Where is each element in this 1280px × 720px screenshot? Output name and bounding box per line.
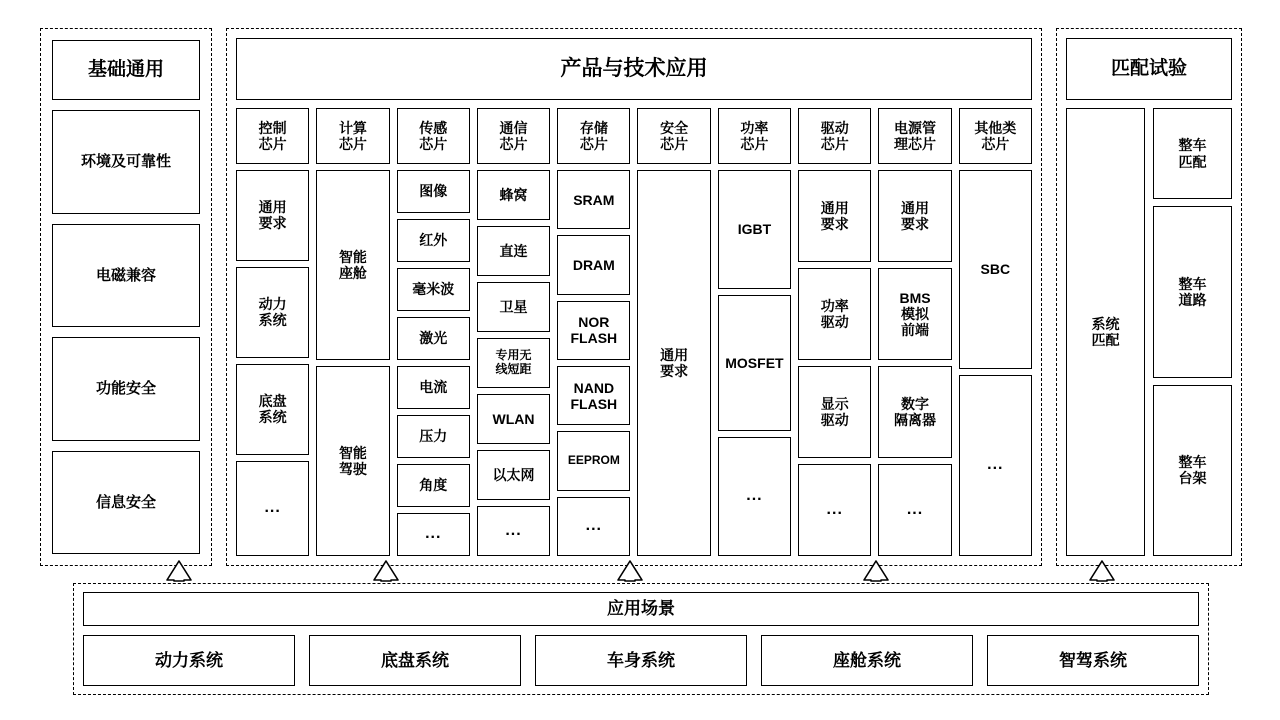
chip-item[interactable]: 通用 要求 — [798, 170, 871, 262]
arrow-up-icon — [166, 560, 192, 582]
column-head-sensor[interactable]: 传感 芯片 — [397, 108, 470, 164]
column-body-control — [236, 170, 309, 556]
column-body-memory — [557, 170, 630, 556]
chip-item[interactable]: NOR FLASH — [557, 301, 630, 360]
chip-item[interactable]: NAND FLASH — [557, 366, 630, 425]
column-head-pmic[interactable]: 电源管 理芯片 — [878, 108, 951, 164]
chip-item[interactable]: MOSFET — [718, 295, 791, 431]
chip-item[interactable]: 底盘 系统 — [236, 364, 309, 455]
arrow-up-icon — [1089, 560, 1115, 582]
chip-item-more[interactable]: ... — [798, 464, 871, 556]
top-region — [30, 24, 1252, 570]
arrow-up-icon — [863, 560, 889, 582]
match-column-vehicle — [1153, 108, 1232, 556]
scene-item-chassis[interactable]: 底盘系统 — [309, 635, 521, 686]
chip-item[interactable]: WLAN — [477, 394, 550, 444]
column-head-driver[interactable]: 驱动 芯片 — [798, 108, 871, 164]
chip-item[interactable]: SRAM — [557, 170, 630, 229]
scene-items — [83, 635, 1199, 686]
chip-item[interactable]: 图像 — [397, 170, 470, 213]
chip-item[interactable]: 毫米波 — [397, 268, 470, 311]
column-body-security — [637, 170, 710, 556]
column-head-security[interactable]: 安全 芯片 — [637, 108, 710, 164]
chip-item-more[interactable]: ... — [878, 464, 951, 556]
chip-item[interactable]: 通用 要求 — [878, 170, 951, 262]
chip-item[interactable]: 角度 — [397, 464, 470, 507]
match-column-system — [1066, 108, 1145, 556]
arrow-up-icon — [617, 560, 643, 582]
chip-item[interactable]: 数字 隔离器 — [878, 366, 951, 458]
chip-item[interactable]: 电流 — [397, 366, 470, 409]
chip-item[interactable]: 激光 — [397, 317, 470, 360]
chip-item[interactable]: IGBT — [718, 170, 791, 289]
chip-item[interactable]: 动力 系统 — [236, 267, 309, 358]
chip-item[interactable]: 红外 — [397, 219, 470, 262]
scene-item-cockpit[interactable]: 座舱系统 — [761, 635, 973, 686]
bottom-region — [73, 583, 1209, 695]
chip-item[interactable]: 卫星 — [477, 282, 550, 332]
product-column-compute — [316, 108, 389, 556]
group-product — [226, 28, 1042, 566]
group-title-scene: 应用场景 — [83, 592, 1199, 626]
column-head-other[interactable]: 其他类 芯片 — [959, 108, 1032, 164]
column-head-control[interactable]: 控制 芯片 — [236, 108, 309, 164]
product-column-security — [637, 108, 710, 556]
match-item-system[interactable]: 系统 匹配 — [1066, 108, 1145, 556]
chip-item[interactable]: 直连 — [477, 226, 550, 276]
scene-item-body[interactable]: 车身系统 — [535, 635, 747, 686]
product-column-control — [236, 108, 309, 556]
group-scene — [73, 583, 1209, 695]
chip-item-more[interactable]: ... — [557, 497, 630, 556]
chip-item-more[interactable]: ... — [397, 513, 470, 556]
chip-item[interactable]: 压力 — [397, 415, 470, 458]
match-item-vehicle-road[interactable]: 整车 道路 — [1153, 206, 1232, 377]
scene-item-powertrain[interactable]: 动力系统 — [83, 635, 295, 686]
product-column-memory — [557, 108, 630, 556]
group-title-basic: 基础通用 — [52, 40, 200, 100]
product-column-other — [959, 108, 1032, 556]
arrow-up-icon — [373, 560, 399, 582]
scene-item-ad[interactable]: 智驾系统 — [987, 635, 1199, 686]
chip-item-more[interactable]: ... — [959, 375, 1032, 556]
chip-item[interactable]: 智能 座舱 — [316, 170, 389, 360]
chip-item-more[interactable]: ... — [236, 461, 309, 556]
chip-item[interactable]: 功率 驱动 — [798, 268, 871, 360]
chip-item[interactable]: 通用 要求 — [637, 170, 710, 556]
chip-item[interactable]: BMS 模拟 前端 — [878, 268, 951, 360]
chip-item-more[interactable]: ... — [477, 506, 550, 556]
group-match — [1056, 28, 1242, 566]
column-body-other — [959, 170, 1032, 556]
column-head-compute[interactable]: 计算 芯片 — [316, 108, 389, 164]
group-title-product: 产品与技术应用 — [236, 38, 1032, 100]
match-item-vehicle-match[interactable]: 整车 匹配 — [1153, 108, 1232, 199]
match-columns — [1066, 108, 1232, 556]
column-body-compute — [316, 170, 389, 556]
chip-item[interactable]: DRAM — [557, 235, 630, 294]
chip-item-more[interactable]: ... — [718, 437, 791, 556]
column-head-comms[interactable]: 通信 芯片 — [477, 108, 550, 164]
column-body-comms — [477, 170, 550, 556]
chip-item[interactable]: 显示 驱动 — [798, 366, 871, 458]
basic-item-0[interactable]: 环境及可靠性 — [52, 110, 200, 214]
chip-item[interactable]: 专用无 线短距 — [477, 338, 550, 388]
column-body-pmic — [878, 170, 951, 556]
column-head-memory[interactable]: 存储 芯片 — [557, 108, 630, 164]
column-body-power — [718, 170, 791, 556]
column-body-sensor — [397, 170, 470, 556]
chip-item[interactable]: EEPROM — [557, 431, 630, 490]
column-body-driver — [798, 170, 871, 556]
group-basic — [40, 28, 212, 566]
group-title-match: 匹配试验 — [1066, 38, 1232, 100]
product-column-pmic — [878, 108, 951, 556]
product-column-comms — [477, 108, 550, 556]
product-columns — [236, 108, 1032, 556]
basic-item-2[interactable]: 功能安全 — [52, 337, 200, 441]
chip-item[interactable]: 通用 要求 — [236, 170, 309, 261]
product-column-driver — [798, 108, 871, 556]
product-column-power — [718, 108, 791, 556]
product-column-sensor — [397, 108, 470, 556]
match-item-vehicle-bench[interactable]: 整车 台架 — [1153, 385, 1232, 556]
basic-item-3[interactable]: 信息安全 — [52, 451, 200, 555]
chip-item[interactable]: 智能 驾驶 — [316, 366, 389, 556]
chip-item[interactable]: SBC — [959, 170, 1032, 369]
chip-item[interactable]: 蜂窝 — [477, 170, 550, 220]
basic-item-1[interactable]: 电磁兼容 — [52, 224, 200, 328]
chip-item[interactable]: 以太网 — [477, 450, 550, 500]
column-head-power[interactable]: 功率 芯片 — [718, 108, 791, 164]
